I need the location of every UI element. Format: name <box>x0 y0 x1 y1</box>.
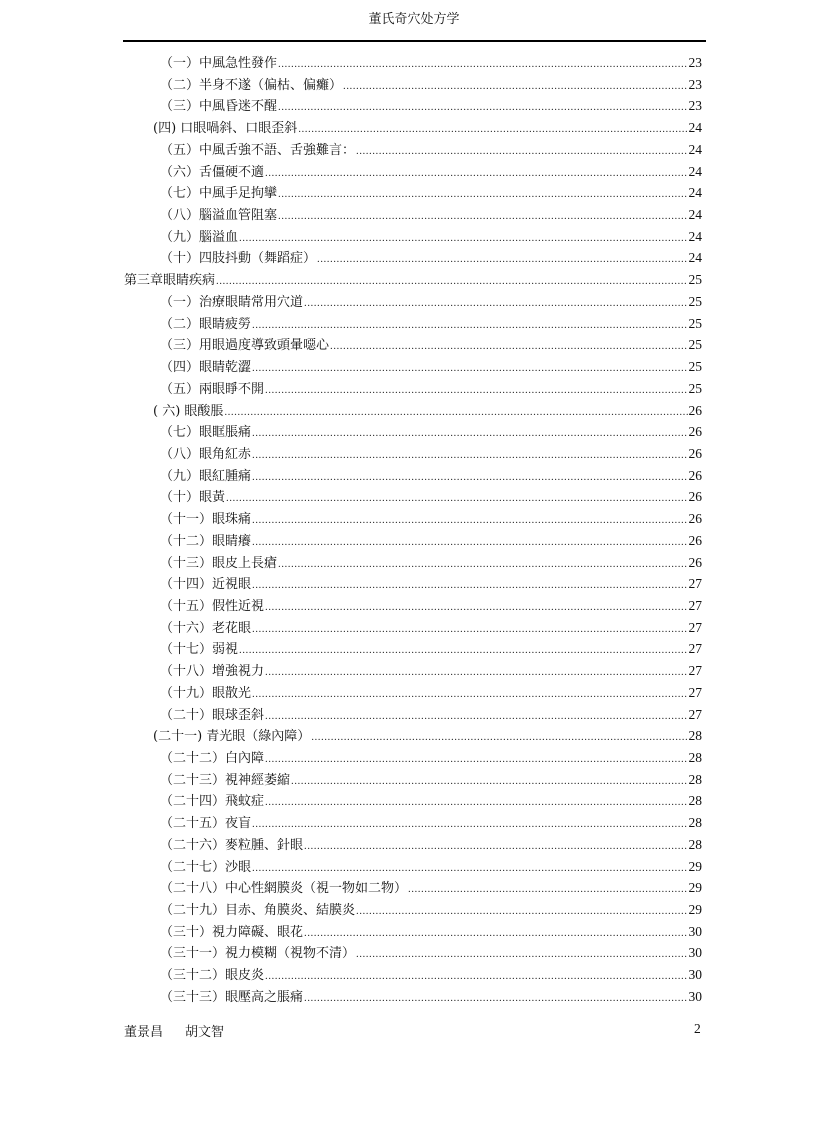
toc-entry-page: 26 <box>688 402 702 418</box>
toc-entry-page: 26 <box>688 511 702 527</box>
toc-entry-page: 28 <box>688 836 702 852</box>
footer-author: 董景昌 <box>124 1025 164 1040</box>
toc-entry[interactable] <box>124 356 702 378</box>
toc-entry[interactable] <box>124 769 702 791</box>
dot-leader <box>226 488 687 510</box>
toc-entry[interactable] <box>124 921 702 943</box>
toc-entry-title: （三十）視力障礙、眼花 <box>160 924 304 940</box>
toc-entry-title: （二十五）夜盲 <box>160 816 252 832</box>
toc-entry[interactable] <box>124 595 702 617</box>
toc-entry-page: 26 <box>688 532 702 548</box>
toc-entry[interactable] <box>124 443 702 465</box>
toc-entry-page: 28 <box>688 728 702 744</box>
toc-entry-title: （十三）眼皮上長瘡 <box>160 555 278 571</box>
toc-entry-page: 23 <box>688 55 702 70</box>
toc-entry[interactable] <box>124 204 702 226</box>
toc-entry-page: 24 <box>688 120 702 136</box>
toc-entry-page: 27 <box>688 706 702 722</box>
toc-entry-title: （三）中風昏迷不醒 <box>160 99 278 115</box>
toc-entry[interactable] <box>124 530 702 552</box>
dot-leader <box>252 619 687 641</box>
toc-entry-page: 24 <box>688 185 702 201</box>
toc-entry-page: 30 <box>688 945 702 961</box>
toc-entry[interactable] <box>124 378 702 400</box>
toc-entry[interactable] <box>124 986 702 1008</box>
toc-entry-title: （十七）弱視 <box>160 642 239 658</box>
dot-leader <box>265 792 687 814</box>
dot-leader <box>224 402 687 424</box>
toc-entry[interactable] <box>124 942 702 964</box>
toc-entry-title: （六）舌僵硬不適 <box>160 164 265 180</box>
dot-leader <box>304 293 687 315</box>
toc-entry-title: （二）眼睛疲勞 <box>160 316 252 332</box>
toc-entry[interactable] <box>124 638 702 660</box>
dot-leader <box>278 97 687 119</box>
toc-entry-page: 24 <box>688 228 702 244</box>
toc-entry-page: 27 <box>688 619 702 635</box>
toc-entry-title: （八）腦溢血管阻塞 <box>160 208 278 224</box>
dot-leader <box>330 336 687 358</box>
toc-entry-title: （十九）眼散光 <box>160 685 252 701</box>
footer-authors <box>124 1021 224 1040</box>
toc-entry-page: 24 <box>688 250 702 266</box>
dot-leader <box>252 467 687 489</box>
toc-entry-title: （十一）眼珠痛 <box>160 512 252 528</box>
dot-leader <box>291 771 687 793</box>
dot-leader <box>252 532 687 554</box>
toc-entry[interactable] <box>124 182 702 204</box>
toc-entry[interactable] <box>124 856 702 878</box>
toc-entry-page: 23 <box>688 98 702 114</box>
toc-entry-title: （三十二）眼皮炎 <box>160 968 265 984</box>
dot-leader <box>304 836 687 858</box>
toc-entry-title: （八）眼角紅赤 <box>160 446 252 462</box>
footer-page-number: 2 <box>694 1021 701 1036</box>
toc-entry-page: 27 <box>688 597 702 613</box>
toc-entry-title: （二十）眼球歪斜 <box>160 707 265 723</box>
toc-entry-page: 28 <box>688 815 702 831</box>
toc-entry-page: 24 <box>688 163 702 179</box>
toc-entry[interactable] <box>124 117 702 139</box>
toc-entry-page: 26 <box>688 467 702 483</box>
toc-entry[interactable] <box>124 421 702 443</box>
dot-leader <box>216 271 687 293</box>
toc-entry[interactable] <box>124 660 702 682</box>
toc-entry-title: （五）中風舌強不語、舌強難言： <box>160 142 356 158</box>
toc-entry[interactable] <box>124 790 702 812</box>
toc-entry-page: 24 <box>688 207 702 223</box>
dot-leader <box>408 879 687 901</box>
toc-entry[interactable] <box>124 682 702 704</box>
dot-leader <box>239 640 687 662</box>
dot-leader <box>252 315 687 337</box>
toc-entry[interactable] <box>124 247 702 269</box>
toc-entry[interactable] <box>124 52 702 74</box>
toc-entry-title: 第三章眼睛疾病 <box>124 273 216 289</box>
dot-leader <box>356 901 687 923</box>
toc-entry-title: （一）治療眼睛常用穴道 <box>160 294 304 310</box>
dot-leader <box>304 923 687 945</box>
toc-entry[interactable] <box>124 486 702 508</box>
toc-entry-title: （十四）近視眼 <box>160 577 252 593</box>
toc-entry-title: （二）半身不遂（偏枯、偏癱） <box>160 77 343 93</box>
toc-entry-page: 26 <box>688 424 702 440</box>
dot-leader <box>356 141 687 163</box>
toc-entry-title: （二十二）白內障 <box>160 751 265 766</box>
toc-entry-title: （十二）眼睛癢 <box>160 533 252 549</box>
toc-entry-page: 26 <box>688 445 702 461</box>
toc-entry-page: 25 <box>688 380 702 396</box>
dot-leader <box>278 184 687 206</box>
toc-entry-page: 25 <box>688 315 702 331</box>
toc-entry-title: （九）眼紅腫痛 <box>160 468 252 484</box>
dot-leader <box>298 119 687 141</box>
toc-entry-page: 28 <box>688 750 702 765</box>
footer-author: 胡文智 <box>185 1025 225 1040</box>
toc-entry-page: 26 <box>688 554 702 570</box>
toc-entry[interactable] <box>124 573 702 595</box>
dot-leader <box>317 249 687 271</box>
toc-entry-title: （十五）假性近視 <box>160 598 265 614</box>
dot-leader <box>239 228 687 250</box>
toc-entry[interactable] <box>124 334 702 356</box>
toc-entry[interactable] <box>124 95 702 117</box>
toc-entry-page: 27 <box>688 684 702 700</box>
dot-leader <box>265 662 687 684</box>
toc-entry[interactable] <box>124 834 702 856</box>
toc-entry-title: （二十四）飛蚊症 <box>160 794 265 810</box>
toc-entry[interactable] <box>124 313 702 335</box>
toc-entry-title: （三）用眼過度導致頭暈噁心 <box>160 338 330 354</box>
toc-entry-title: （二十八）中心性網膜炎（視一物如二物） <box>160 881 408 897</box>
toc-entry-title: （三十三）眼壓高之脹痛 <box>160 989 304 1005</box>
toc-entry[interactable] <box>124 812 702 834</box>
toc-entry[interactable] <box>124 964 702 986</box>
toc-entry-page: 29 <box>688 880 702 896</box>
page-header-title: 董氏奇穴处方学 <box>368 12 460 27</box>
toc-entry-page: 30 <box>688 967 702 983</box>
toc-entry-title: (四) 口眼喎斜、口眼歪斜 <box>153 121 298 137</box>
toc-entry[interactable] <box>124 400 702 422</box>
dot-leader <box>304 988 687 1010</box>
toc-entry-page: 29 <box>688 858 702 874</box>
dot-leader <box>265 163 687 185</box>
toc-entry-page: 30 <box>688 923 702 939</box>
toc-entry-page: 24 <box>688 141 702 157</box>
toc-entry-page: 27 <box>688 576 702 592</box>
toc-entry-title: （四）眼睛乾澀 <box>160 360 252 376</box>
table-of-contents <box>124 52 702 1008</box>
toc-entry-page: 28 <box>688 771 702 787</box>
toc-entry[interactable] <box>124 226 702 248</box>
toc-entry-page: 27 <box>688 641 702 657</box>
toc-entry-title: （二十六）麥粒腫、針眼 <box>160 837 304 853</box>
dot-leader <box>252 814 687 836</box>
dot-leader <box>356 944 687 966</box>
dot-leader <box>252 423 687 445</box>
header-rule <box>123 40 706 42</box>
toc-entry-page: 27 <box>688 663 702 679</box>
toc-entry-title: （一）中風急性發作 <box>160 56 278 71</box>
toc-entry-page: 25 <box>688 293 702 309</box>
toc-entry[interactable] <box>124 552 702 574</box>
toc-entry[interactable] <box>124 617 702 639</box>
dot-leader <box>278 54 687 76</box>
dot-leader <box>252 858 687 880</box>
dot-leader <box>252 358 687 380</box>
toc-entry-page: 30 <box>688 988 702 1004</box>
dot-leader <box>252 575 687 597</box>
dot-leader <box>265 749 687 771</box>
dot-leader <box>252 684 687 706</box>
dot-leader <box>343 76 687 98</box>
toc-entry[interactable] <box>124 291 702 313</box>
dot-leader <box>265 597 687 619</box>
toc-entry-title: ( 六) 眼酸脹 <box>153 403 224 419</box>
dot-leader <box>252 510 687 532</box>
toc-entry-page: 25 <box>688 337 702 353</box>
toc-entry[interactable] <box>124 899 702 921</box>
dot-leader <box>265 380 687 402</box>
toc-entry[interactable] <box>124 139 702 161</box>
toc-entry-title: （十）眼黃 <box>160 490 226 506</box>
dot-leader <box>265 966 687 988</box>
toc-entry[interactable] <box>124 704 702 726</box>
toc-entry-title: （三十一）視力模糊（視物不清） <box>160 946 356 962</box>
toc-entry-title: （二十七）沙眼 <box>160 859 252 875</box>
dot-leader <box>265 706 687 728</box>
toc-entry-page: 26 <box>688 489 702 505</box>
toc-entry-title: （七）眼眶脹痛 <box>160 425 252 441</box>
toc-entry[interactable] <box>124 747 702 769</box>
toc-entry[interactable] <box>124 74 702 96</box>
toc-entry-title: （五）兩眼睜不開 <box>160 381 265 397</box>
toc-entry-title: （二十九）目赤、角膜炎、結膜炎 <box>160 903 356 919</box>
toc-entry-page: 23 <box>688 76 702 92</box>
toc-entry[interactable] <box>124 877 702 899</box>
toc-entry-page: 25 <box>688 359 702 375</box>
toc-entry[interactable] <box>124 465 702 487</box>
dot-leader <box>278 554 687 576</box>
dot-leader <box>278 206 687 228</box>
toc-entry[interactable] <box>124 725 702 747</box>
dot-leader <box>311 727 687 749</box>
toc-entry[interactable] <box>124 508 702 530</box>
toc-entry-title: （十）四肢抖動（舞蹈症） <box>160 251 317 267</box>
toc-entry-page: 25 <box>688 272 702 288</box>
toc-entry-title: (二十一) 青光眼（綠內障） <box>153 729 311 745</box>
dot-leader <box>252 445 687 467</box>
toc-entry-page: 28 <box>688 793 702 809</box>
toc-entry-page: 29 <box>688 902 702 918</box>
toc-entry-title: （七）中風手足拘攣 <box>160 186 278 202</box>
toc-entry-title: （十六）老花眼 <box>160 620 252 636</box>
toc-entry-title: （二十三）視神經萎縮 <box>160 772 291 788</box>
toc-entry-title: （九）腦溢血 <box>160 229 239 245</box>
toc-chapter-entry[interactable] <box>124 269 702 291</box>
toc-entry[interactable] <box>124 161 702 183</box>
toc-entry-title: （十八）增強視力 <box>160 664 265 680</box>
